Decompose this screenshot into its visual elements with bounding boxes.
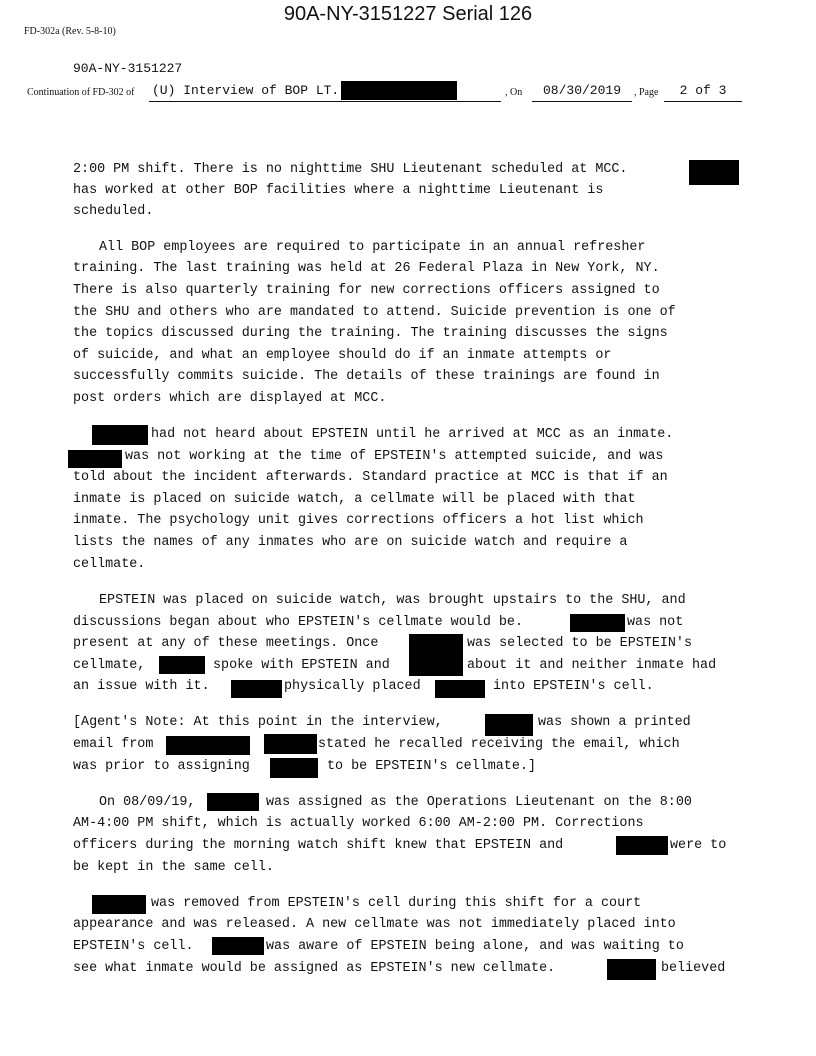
- body-text-line: told about the incident afterwards. Standard practice at MCC is that if an: [73, 470, 668, 485]
- body-text-line: [Agent's Note: At this point in the interview,: [73, 715, 443, 730]
- body-text-line: believed: [661, 961, 726, 976]
- interview-title-field: [149, 83, 501, 102]
- body-text-line: was aware of EPSTEIN being alone, and was waiting to: [266, 939, 684, 954]
- body-text-line: email from: [73, 737, 154, 752]
- body-text-line: training. The last training was held at 26 Federal Plaza in New York, NY.: [73, 261, 660, 276]
- body-text-line: to be EPSTEIN's cellmate.]: [327, 759, 536, 774]
- redaction-box: [435, 680, 485, 698]
- form-code: FD-302a (Rev. 5-8-10): [24, 26, 116, 37]
- body-text-line: were to: [670, 838, 727, 853]
- redaction-box: [341, 81, 457, 100]
- redaction-box: [270, 758, 318, 778]
- page-label: , Page: [634, 87, 659, 98]
- body-text-line: inmate is placed on suicide watch, a cellmate will be placed with that: [73, 492, 636, 507]
- body-text-line: AM-4:00 PM shift, which is actually worked 6:00 AM-2:00 PM. Corrections: [73, 816, 644, 831]
- body-text-line: be kept in the same cell.: [73, 860, 274, 875]
- redaction-box: [92, 895, 146, 914]
- body-text-line: see what inmate would be assigned as EPSTEIN's new cellmate.: [73, 961, 556, 976]
- redaction-box: [689, 160, 739, 185]
- body-text-line: cellmate,: [73, 658, 146, 673]
- body-text-line: of suicide, and what an employee should do if an inmate attempts or: [73, 348, 612, 363]
- body-text-line: scheduled.: [73, 204, 154, 219]
- body-text-line: On 08/09/19,: [99, 795, 196, 810]
- body-text-line: officers during the morning watch shift knew that EPSTEIN and: [73, 838, 564, 853]
- body-text-line: post orders which are displayed at MCC.: [73, 391, 387, 406]
- body-text-line: discussions began about who EPSTEIN's cellmate would be.: [73, 615, 523, 630]
- body-text-line: EPSTEIN's cell.: [73, 939, 194, 954]
- redaction-box: [485, 714, 533, 736]
- body-text-line: inmate. The psychology unit gives corrections officers a hot list which: [73, 513, 644, 528]
- body-text-line: the topics discussed during the training. The training discusses the signs: [73, 326, 668, 341]
- redaction-box: [207, 793, 259, 811]
- redaction-box: [92, 425, 148, 445]
- body-text-line: the SHU and others who are mandated to attend. Suicide prevention is one of: [73, 305, 676, 320]
- body-text-line: All BOP employees are required to participate in an annual refresher: [99, 240, 646, 255]
- interview-date: 08/30/2019: [532, 83, 632, 102]
- interview-title: (U) Interview of BOP LT.: [152, 83, 340, 98]
- body-text-line: successfully commits suicide. The details of these trainings are found in: [73, 369, 660, 384]
- body-text-line: EPSTEIN was placed on suicide watch, was brought upstairs to the SHU, and: [99, 593, 686, 608]
- redaction-box: [607, 959, 656, 980]
- body-text-line: was selected to be EPSTEIN's: [467, 636, 692, 651]
- body-text-line: into EPSTEIN's cell.: [493, 679, 654, 694]
- body-text-line: was shown a printed: [538, 715, 691, 730]
- redaction-box: [159, 656, 205, 674]
- body-text-line: There is also quarterly training for new corrections officers assigned to: [73, 283, 660, 298]
- file-number: 90A-NY-3151227: [73, 61, 183, 76]
- body-text-line: appearance and was released. A new cellmate was not immediately placed into: [73, 917, 676, 932]
- body-text-line: cellmate.: [73, 557, 146, 572]
- body-text-line: was not: [627, 615, 684, 630]
- redaction-box: [68, 450, 122, 468]
- body-text-line: had not heard about EPSTEIN until he arrived at MCC as an inmate.: [151, 427, 674, 442]
- page-number: 2 of 3: [664, 83, 742, 102]
- body-text-line: was prior to assigning: [73, 759, 250, 774]
- redaction-box: [264, 734, 317, 754]
- on-label: , On: [505, 87, 523, 98]
- body-text-line: stated he recalled receiving the email, which: [318, 737, 680, 752]
- redaction-box: [570, 614, 625, 632]
- body-text-line: spoke with EPSTEIN and: [213, 658, 390, 673]
- page-title: 90A-NY-3151227 Serial 126: [283, 3, 533, 25]
- redaction-box: [616, 836, 668, 855]
- continuation-label: Continuation of FD-302 of: [27, 87, 135, 98]
- body-text-line: was assigned as the Operations Lieutenant on the 8:00: [266, 795, 692, 810]
- body-text-line: was removed from EPSTEIN's cell during this shift for a court: [151, 896, 642, 911]
- redaction-box: [409, 634, 463, 676]
- body-text-line: lists the names of any inmates who are on suicide watch and require a: [73, 535, 628, 550]
- redaction-box: [212, 937, 264, 955]
- body-text-line: 2:00 PM shift. There is no nighttime SHU Lieutenant scheduled at MCC.: [73, 162, 628, 177]
- body-text-line: about it and neither inmate had: [467, 658, 717, 673]
- redaction-box: [231, 680, 282, 698]
- body-text-line: physically placed: [284, 679, 421, 694]
- body-text-line: an issue with it.: [73, 679, 210, 694]
- body-text-line: was not working at the time of EPSTEIN's attempted suicide, and was: [125, 449, 664, 464]
- body-text-line: present at any of these meetings. Once: [73, 636, 379, 651]
- body-text-line: has worked at other BOP facilities where a nighttime Lieutenant is: [73, 183, 604, 198]
- redaction-box: [166, 736, 250, 755]
